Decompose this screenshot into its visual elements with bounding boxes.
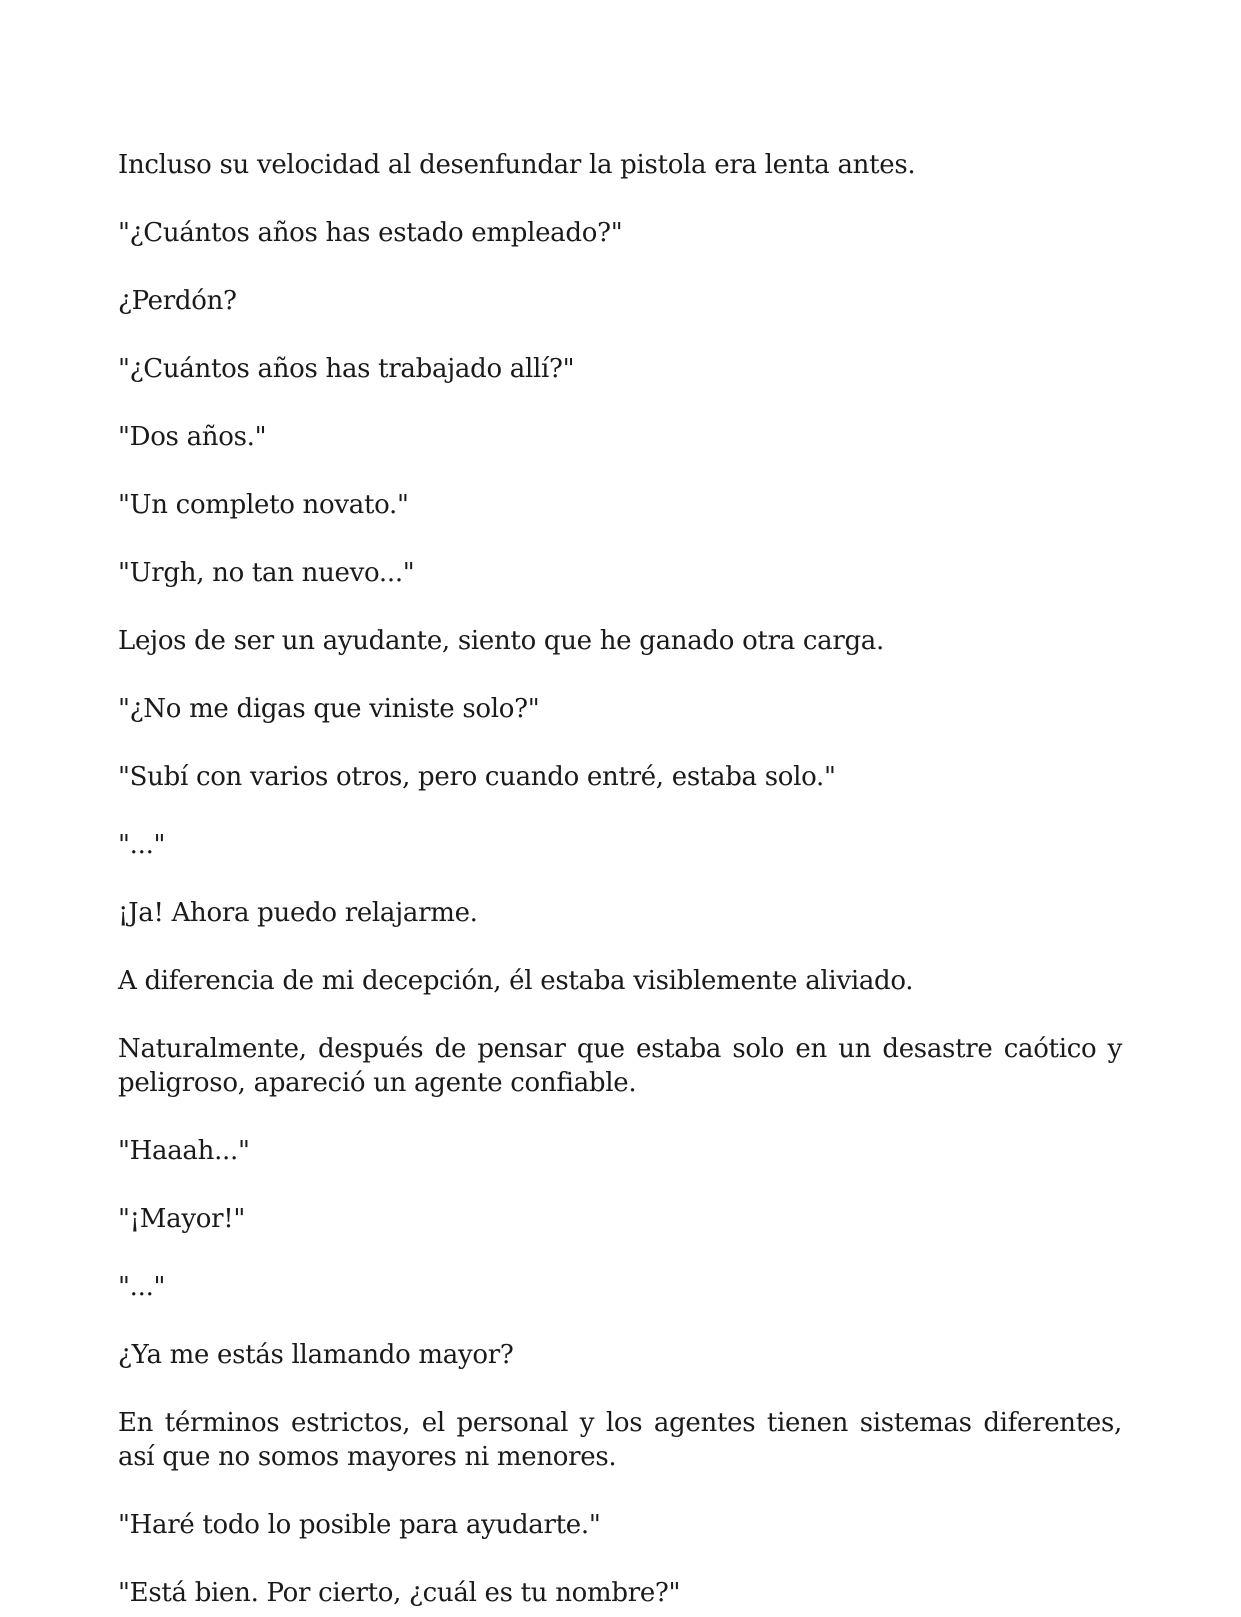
dialogue-line: "¡Mayor!"	[118, 1204, 246, 1234]
dialogue-line: "¿Cuántos años has trabajado allí?"	[118, 354, 575, 384]
dialogue-line: "¿Cuántos años has estado empleado?"	[118, 218, 623, 248]
paragraph: ¿Ya me estás llamando mayor?	[118, 1340, 514, 1370]
paragraph: Naturalmente, después de pensar que estaba solo en un desastre caótico y peligroso, apareció un agente confiable.	[118, 1034, 1122, 1098]
paragraph: ¿Perdón?	[118, 286, 237, 316]
paragraph: Incluso su velocidad al desenfundar la pistola era lenta antes.	[118, 150, 916, 180]
dialogue-line: "Dos años."	[118, 422, 267, 452]
dialogue-line: "Haaah..."	[118, 1136, 250, 1166]
dialogue-line: "Haré todo lo posible para ayudarte."	[118, 1510, 601, 1540]
body-text	[118, 148, 1122, 1617]
dialogue-line: "Subí con varios otros, pero cuando entré, estaba solo."	[118, 762, 836, 792]
dialogue-line: "Urgh, no tan nuevo..."	[118, 558, 415, 588]
paragraph: Lejos de ser un ayudante, siento que he ganado otra carga.	[118, 626, 884, 656]
dialogue-line: "Está bien. Por cierto, ¿cuál es tu nombre?"	[118, 1578, 681, 1608]
dialogue-line: "..."	[118, 830, 166, 860]
dialogue-line: "Un completo novato."	[118, 490, 409, 520]
dialogue-line: "..."	[118, 1272, 166, 1302]
paragraph: ¡Ja! Ahora puedo relajarme.	[118, 898, 478, 928]
paragraph: En términos estrictos, el personal y los agentes tienen sistemas diferentes, así que no somos mayores ni menores.	[118, 1408, 1122, 1472]
dialogue-line: "¿No me digas que viniste solo?"	[118, 694, 540, 724]
paragraph: A diferencia de mi decepción, él estaba visiblemente aliviado.	[118, 966, 914, 996]
